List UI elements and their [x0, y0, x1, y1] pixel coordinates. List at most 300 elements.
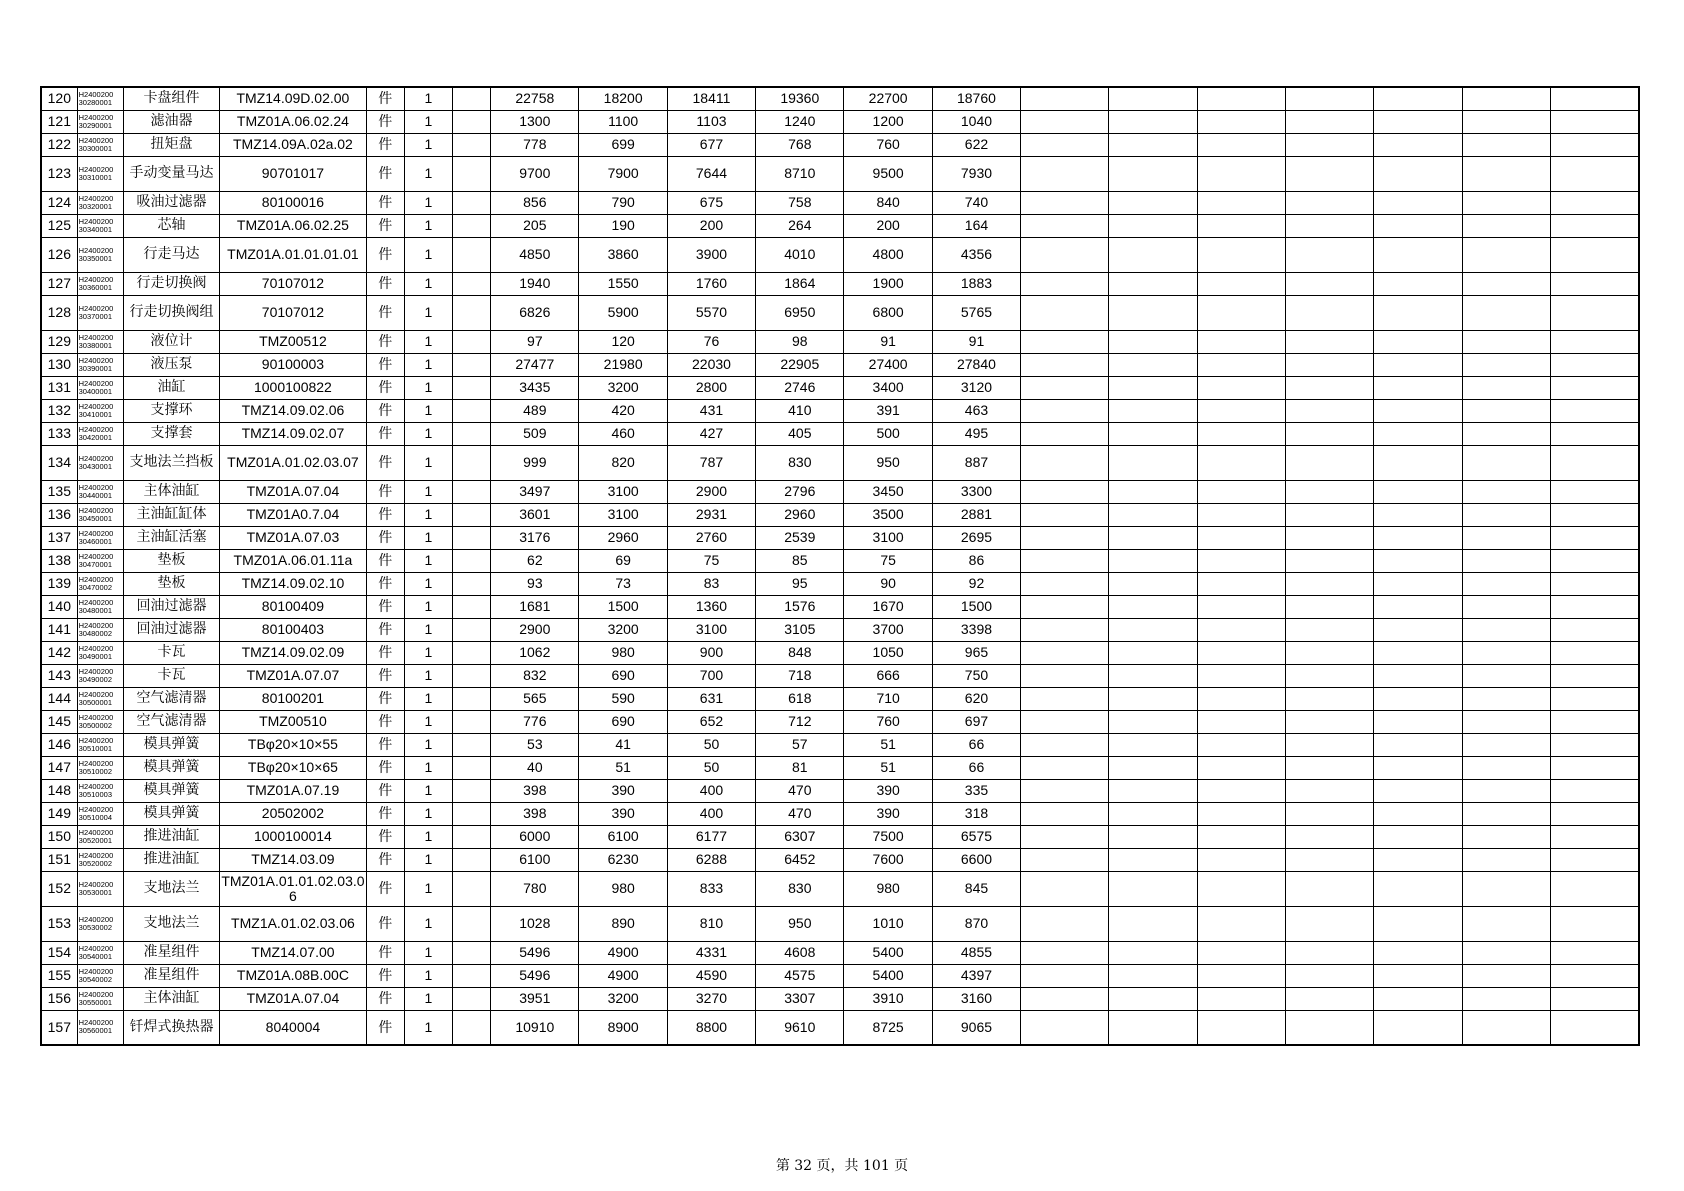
price-3: 400: [667, 802, 755, 825]
blank-cell: [1374, 445, 1462, 480]
price-5: 6800: [844, 295, 932, 330]
item-name: 空气滤清器: [123, 710, 219, 733]
table-row: [41, 526, 1639, 549]
item-name: 支地法兰: [123, 906, 219, 941]
blank-cell: [453, 156, 491, 191]
item-unit: 件: [366, 618, 404, 641]
price-6: 86: [932, 549, 1020, 572]
blank-cell: [1462, 330, 1550, 353]
blank-cell: [1021, 664, 1109, 687]
price-table: [40, 86, 1640, 1046]
item-unit: 件: [366, 906, 404, 941]
item-quantity: 1: [404, 941, 452, 964]
blank-cell: [1021, 710, 1109, 733]
blank-cell: [453, 214, 491, 237]
row-number: 137: [41, 526, 77, 549]
item-code: H2400200 30530001: [77, 871, 123, 906]
blank-cell: [1109, 618, 1197, 641]
table-row: [41, 572, 1639, 595]
price-4: 2796: [756, 480, 844, 503]
item-model: 70107012: [220, 295, 367, 330]
blank-cell: [1197, 906, 1285, 941]
blank-cell: [1286, 191, 1374, 214]
blank-cell: [1286, 664, 1374, 687]
blank-cell: [1374, 687, 1462, 710]
blank-cell: [1462, 549, 1550, 572]
price-3: 400: [667, 779, 755, 802]
price-2: 51: [579, 756, 667, 779]
item-name: 行走马达: [123, 237, 219, 272]
price-1: 93: [491, 572, 579, 595]
table-row: [41, 733, 1639, 756]
item-code: H2400200 30340001: [77, 214, 123, 237]
item-quantity: 1: [404, 964, 452, 987]
blank-cell: [453, 848, 491, 871]
price-2: 690: [579, 664, 667, 687]
blank-cell: [1551, 664, 1639, 687]
row-number: 133: [41, 422, 77, 445]
blank-cell: [1462, 503, 1550, 526]
blank-cell: [1109, 133, 1197, 156]
blank-cell: [1286, 987, 1374, 1010]
blank-cell: [1551, 445, 1639, 480]
table-row: [41, 237, 1639, 272]
price-5: 500: [844, 422, 932, 445]
blank-cell: [1462, 618, 1550, 641]
price-2: 980: [579, 871, 667, 906]
item-model: TMZ01A.07.03: [220, 526, 367, 549]
price-2: 1500: [579, 595, 667, 618]
table-row: [41, 110, 1639, 133]
blank-cell: [1021, 480, 1109, 503]
row-number: 138: [41, 549, 77, 572]
item-model: TMZ01A.01.01.01.01: [220, 237, 367, 272]
item-name: 卡盘组件: [123, 87, 219, 110]
blank-cell: [1462, 871, 1550, 906]
blank-cell: [1551, 526, 1639, 549]
item-model: TMZ14.07.00: [220, 941, 367, 964]
item-unit: 件: [366, 272, 404, 295]
row-number: 134: [41, 445, 77, 480]
table-row: [41, 1010, 1639, 1045]
item-model: TMZ01A0.7.04: [220, 503, 367, 526]
blank-cell: [1197, 295, 1285, 330]
blank-cell: [1109, 572, 1197, 595]
blank-cell: [453, 572, 491, 595]
item-model: TMZ01A.07.07: [220, 664, 367, 687]
price-3: 3900: [667, 237, 755, 272]
item-model: TMZ01A.07.04: [220, 480, 367, 503]
blank-cell: [1286, 802, 1374, 825]
price-2: 699: [579, 133, 667, 156]
blank-cell: [1197, 110, 1285, 133]
item-model: TMZ14.03.09: [220, 848, 367, 871]
row-number: 140: [41, 595, 77, 618]
blank-cell: [1551, 733, 1639, 756]
table-row: [41, 987, 1639, 1010]
blank-cell: [1286, 295, 1374, 330]
blank-cell: [1021, 110, 1109, 133]
price-1: 3176: [491, 526, 579, 549]
price-5: 3450: [844, 480, 932, 503]
blank-cell: [1197, 503, 1285, 526]
blank-cell: [1021, 353, 1109, 376]
price-4: 4575: [756, 964, 844, 987]
row-number: 128: [41, 295, 77, 330]
price-5: 4800: [844, 237, 932, 272]
blank-cell: [1197, 353, 1285, 376]
item-code: H2400200 30440001: [77, 480, 123, 503]
item-name: 液压泵: [123, 353, 219, 376]
table-row: [41, 272, 1639, 295]
blank-cell: [1374, 214, 1462, 237]
item-code: H2400200 30500001: [77, 687, 123, 710]
blank-cell: [1286, 376, 1374, 399]
blank-cell: [453, 687, 491, 710]
blank-cell: [1109, 399, 1197, 422]
row-number: 122: [41, 133, 77, 156]
table-row: [41, 802, 1639, 825]
blank-cell: [1374, 191, 1462, 214]
table-row: [41, 445, 1639, 480]
price-3: 427: [667, 422, 755, 445]
blank-cell: [1197, 133, 1285, 156]
blank-cell: [1374, 503, 1462, 526]
item-model: TMZ14.09.02.09: [220, 641, 367, 664]
blank-cell: [1286, 572, 1374, 595]
item-unit: 件: [366, 87, 404, 110]
row-number: 147: [41, 756, 77, 779]
blank-cell: [1551, 237, 1639, 272]
blank-cell: [453, 549, 491, 572]
price-2: 1100: [579, 110, 667, 133]
blank-cell: [1021, 964, 1109, 987]
price-2: 590: [579, 687, 667, 710]
price-1: 27477: [491, 353, 579, 376]
row-number: 127: [41, 272, 77, 295]
item-unit: 件: [366, 422, 404, 445]
item-code: H2400200 30300001: [77, 133, 123, 156]
item-quantity: 1: [404, 272, 452, 295]
blank-cell: [1551, 1010, 1639, 1045]
table-row: [41, 941, 1639, 964]
blank-cell: [1109, 906, 1197, 941]
price-5: 840: [844, 191, 932, 214]
table-row: [41, 214, 1639, 237]
blank-cell: [453, 1010, 491, 1045]
price-3: 6177: [667, 825, 755, 848]
blank-cell: [1109, 964, 1197, 987]
price-4: 3105: [756, 618, 844, 641]
item-code: H2400200 30530002: [77, 906, 123, 941]
item-code: H2400200 30510004: [77, 802, 123, 825]
blank-cell: [1374, 941, 1462, 964]
table-row: [41, 191, 1639, 214]
price-2: 4900: [579, 964, 667, 987]
blank-cell: [1197, 871, 1285, 906]
item-quantity: 1: [404, 572, 452, 595]
price-3: 4590: [667, 964, 755, 987]
price-6: 495: [932, 422, 1020, 445]
item-model: TMZ14.09D.02.00: [220, 87, 367, 110]
blank-cell: [1021, 906, 1109, 941]
table-row: [41, 295, 1639, 330]
price-1: 6100: [491, 848, 579, 871]
row-number: 157: [41, 1010, 77, 1045]
price-5: 391: [844, 399, 932, 422]
blank-cell: [1286, 756, 1374, 779]
price-6: 318: [932, 802, 1020, 825]
price-6: 3120: [932, 376, 1020, 399]
row-number: 135: [41, 480, 77, 503]
blank-cell: [1374, 664, 1462, 687]
item-code: H2400200 30470002: [77, 572, 123, 595]
price-1: 2900: [491, 618, 579, 641]
price-3: 50: [667, 756, 755, 779]
price-4: 85: [756, 549, 844, 572]
item-model: TMZ14.09.02.10: [220, 572, 367, 595]
item-model: TMZ01A.08B.00C: [220, 964, 367, 987]
price-3: 7644: [667, 156, 755, 191]
price-2: 190: [579, 214, 667, 237]
blank-cell: [453, 503, 491, 526]
item-name: 回油过滤器: [123, 618, 219, 641]
row-number: 132: [41, 399, 77, 422]
item-model: 20502002: [220, 802, 367, 825]
item-quantity: 1: [404, 422, 452, 445]
item-name: 垫板: [123, 572, 219, 595]
blank-cell: [1021, 295, 1109, 330]
price-5: 90: [844, 572, 932, 595]
price-6: 1883: [932, 272, 1020, 295]
price-1: 4850: [491, 237, 579, 272]
blank-cell: [453, 376, 491, 399]
price-4: 618: [756, 687, 844, 710]
blank-cell: [1551, 133, 1639, 156]
item-model: 80100201: [220, 687, 367, 710]
row-number: 136: [41, 503, 77, 526]
price-5: 1670: [844, 595, 932, 618]
blank-cell: [1021, 572, 1109, 595]
blank-cell: [1551, 503, 1639, 526]
blank-cell: [1462, 906, 1550, 941]
price-4: 98: [756, 330, 844, 353]
blank-cell: [1286, 503, 1374, 526]
price-3: 631: [667, 687, 755, 710]
item-code: H2400200 30360001: [77, 272, 123, 295]
blank-cell: [1462, 214, 1550, 237]
blank-cell: [1197, 422, 1285, 445]
item-unit: 件: [366, 376, 404, 399]
blank-cell: [1021, 871, 1109, 906]
price-4: 6307: [756, 825, 844, 848]
price-5: 5400: [844, 964, 932, 987]
price-4: 950: [756, 906, 844, 941]
price-3: 652: [667, 710, 755, 733]
price-6: 335: [932, 779, 1020, 802]
blank-cell: [1021, 133, 1109, 156]
item-unit: 件: [366, 641, 404, 664]
table-row: [41, 871, 1639, 906]
item-quantity: 1: [404, 687, 452, 710]
blank-cell: [1286, 156, 1374, 191]
blank-cell: [1551, 87, 1639, 110]
blank-cell: [1286, 595, 1374, 618]
item-model: TMZ00512: [220, 330, 367, 353]
item-code: H2400200 30320001: [77, 191, 123, 214]
blank-cell: [1374, 133, 1462, 156]
table-row: [41, 503, 1639, 526]
blank-cell: [453, 595, 491, 618]
blank-cell: [1374, 87, 1462, 110]
blank-cell: [1109, 272, 1197, 295]
item-name: 行走切换阀组: [123, 295, 219, 330]
blank-cell: [1286, 710, 1374, 733]
price-1: 3951: [491, 987, 579, 1010]
item-unit: 件: [366, 480, 404, 503]
price-5: 3910: [844, 987, 932, 1010]
table-row: [41, 641, 1639, 664]
price-1: 5496: [491, 941, 579, 964]
blank-cell: [1109, 110, 1197, 133]
price-2: 390: [579, 802, 667, 825]
blank-cell: [1021, 214, 1109, 237]
price-4: 264: [756, 214, 844, 237]
price-5: 22700: [844, 87, 932, 110]
item-code: H2400200 30310001: [77, 156, 123, 191]
blank-cell: [1286, 353, 1374, 376]
blank-cell: [1462, 687, 1550, 710]
blank-cell: [1551, 399, 1639, 422]
blank-cell: [1109, 156, 1197, 191]
price-3: 2760: [667, 526, 755, 549]
blank-cell: [1286, 779, 1374, 802]
blank-cell: [1109, 987, 1197, 1010]
row-number: 141: [41, 618, 77, 641]
price-4: 8710: [756, 156, 844, 191]
item-name: 推进油缸: [123, 825, 219, 848]
blank-cell: [1197, 733, 1285, 756]
row-number: 151: [41, 848, 77, 871]
price-3: 675: [667, 191, 755, 214]
price-1: 62: [491, 549, 579, 572]
item-unit: 件: [366, 710, 404, 733]
blank-cell: [453, 237, 491, 272]
blank-cell: [1021, 848, 1109, 871]
item-name: 钎焊式换热器: [123, 1010, 219, 1045]
item-name: 滤油器: [123, 110, 219, 133]
table-row: [41, 756, 1639, 779]
item-code: H2400200 30520002: [77, 848, 123, 871]
item-code: H2400200 30290001: [77, 110, 123, 133]
price-4: 4010: [756, 237, 844, 272]
table-row: [41, 549, 1639, 572]
blank-cell: [1551, 376, 1639, 399]
price-5: 51: [844, 733, 932, 756]
item-name: 主油缸缸体: [123, 503, 219, 526]
blank-cell: [1374, 641, 1462, 664]
blank-cell: [1197, 572, 1285, 595]
item-name: 支地法兰: [123, 871, 219, 906]
price-6: 5765: [932, 295, 1020, 330]
blank-cell: [1462, 987, 1550, 1010]
blank-cell: [1109, 422, 1197, 445]
price-4: 2746: [756, 376, 844, 399]
blank-cell: [1197, 445, 1285, 480]
price-6: 7930: [932, 156, 1020, 191]
price-2: 3100: [579, 480, 667, 503]
price-3: 18411: [667, 87, 755, 110]
price-3: 787: [667, 445, 755, 480]
item-model: 80100016: [220, 191, 367, 214]
blank-cell: [453, 825, 491, 848]
price-1: 1940: [491, 272, 579, 295]
blank-cell: [453, 802, 491, 825]
item-quantity: 1: [404, 641, 452, 664]
table-row: [41, 87, 1639, 110]
blank-cell: [1286, 237, 1374, 272]
price-2: 820: [579, 445, 667, 480]
blank-cell: [1462, 445, 1550, 480]
table-row: [41, 133, 1639, 156]
blank-cell: [453, 480, 491, 503]
price-5: 3700: [844, 618, 932, 641]
blank-cell: [1374, 295, 1462, 330]
item-unit: 件: [366, 964, 404, 987]
item-quantity: 1: [404, 110, 452, 133]
price-6: 463: [932, 399, 1020, 422]
price-1: 776: [491, 710, 579, 733]
price-6: 92: [932, 572, 1020, 595]
item-unit: 件: [366, 191, 404, 214]
blank-cell: [453, 133, 491, 156]
table-row: [41, 353, 1639, 376]
footer-suffix: 页: [889, 1158, 909, 1174]
blank-cell: [453, 422, 491, 445]
price-6: 4397: [932, 964, 1020, 987]
price-6: 750: [932, 664, 1020, 687]
item-code: H2400200 30400001: [77, 376, 123, 399]
blank-cell: [453, 87, 491, 110]
item-quantity: 1: [404, 618, 452, 641]
blank-cell: [1551, 710, 1639, 733]
blank-cell: [1109, 503, 1197, 526]
item-unit: 件: [366, 733, 404, 756]
item-model: TMZ14.09.02.07: [220, 422, 367, 445]
blank-cell: [1021, 733, 1109, 756]
item-model: TMZ01A.06.01.11a: [220, 549, 367, 572]
blank-cell: [453, 445, 491, 480]
price-4: 22905: [756, 353, 844, 376]
blank-cell: [1551, 941, 1639, 964]
row-number: 123: [41, 156, 77, 191]
blank-cell: [1374, 156, 1462, 191]
item-quantity: 1: [404, 779, 452, 802]
blank-cell: [1197, 237, 1285, 272]
price-3: 833: [667, 871, 755, 906]
blank-cell: [453, 871, 491, 906]
price-5: 3400: [844, 376, 932, 399]
price-2: 120: [579, 330, 667, 353]
blank-cell: [1551, 687, 1639, 710]
item-name: 空气滤清器: [123, 687, 219, 710]
price-1: 9700: [491, 156, 579, 191]
item-quantity: 1: [404, 526, 452, 549]
table-row: [41, 480, 1639, 503]
price-2: 8900: [579, 1010, 667, 1045]
blank-cell: [1197, 87, 1285, 110]
blank-cell: [1462, 572, 1550, 595]
